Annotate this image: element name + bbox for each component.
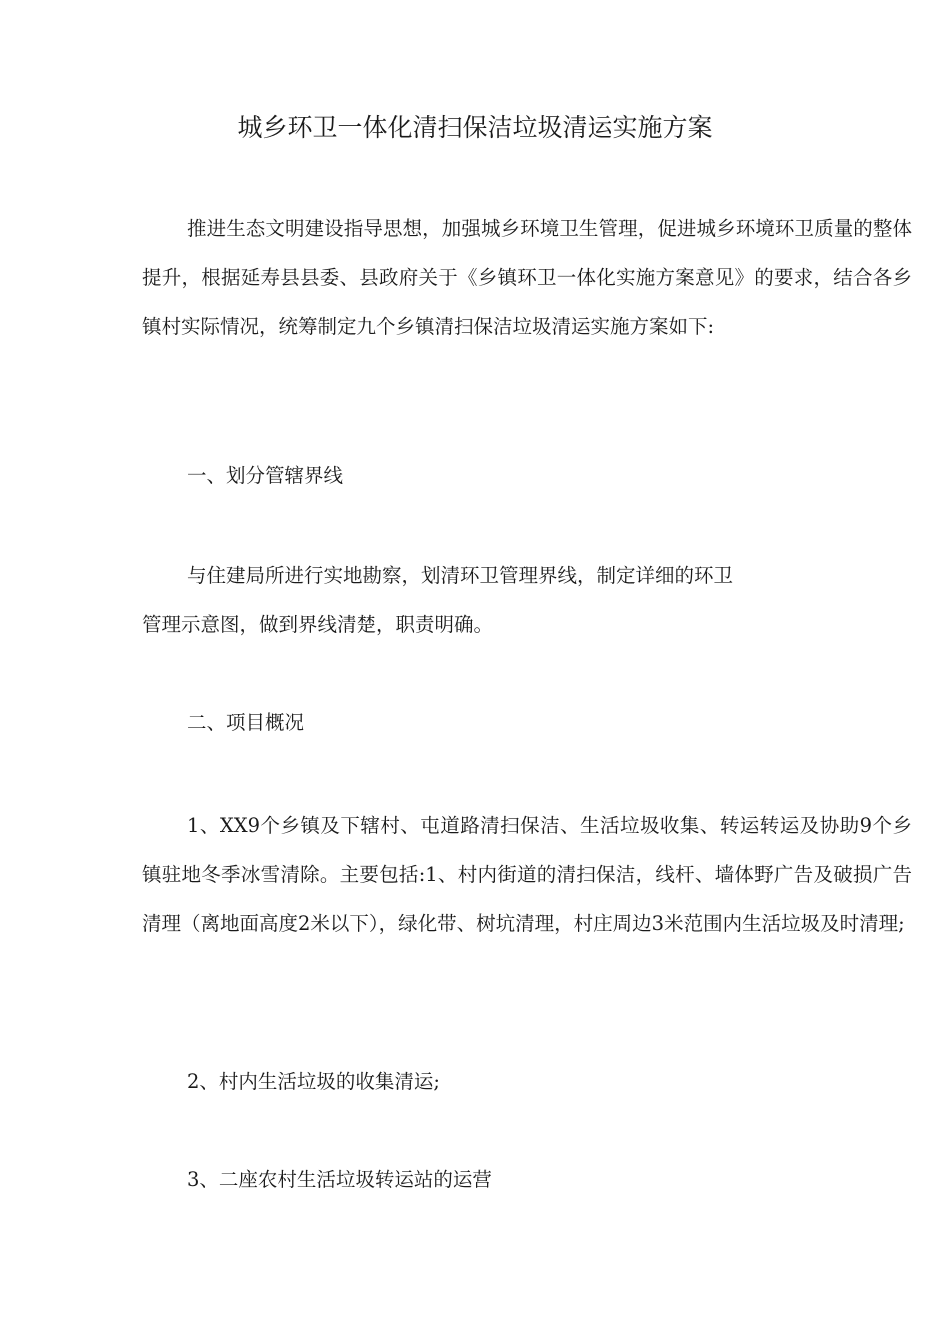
section1-paragraph	[142, 551, 912, 649]
section1-line1: 与住建局所进行实地勘察，划清环卫管理界线，制定详细的环卫	[187, 564, 734, 587]
section1-heading: 一、划分管辖界线	[187, 464, 344, 487]
section2-heading: 二、项目概况	[187, 711, 305, 734]
intro-paragraph: 推进生态文明建设指导思想，加强城乡环境卫生管理，促进城乡环境环卫质量的整体提升，根据延寿县县委、县政府关于《乡镇环卫一体化实施方案意见》的要求，结合各乡镇村实际情况，统筹制定九个乡镇清扫保洁垃圾清运实施方案如下:	[142, 217, 912, 338]
item2-paragraph: 2、村内生活垃圾的收集清运;	[187, 1070, 440, 1093]
document-title: 城乡环卫一体化清扫保洁垃圾清运实施方案	[237, 113, 713, 142]
section1-line2: 管理示意图，做到界线清楚，职责明确。	[142, 613, 494, 636]
item3-paragraph: 3、二座农村生活垃圾转运站的运营	[187, 1168, 492, 1191]
item1-paragraph: 1、XX9个乡镇及下辖村、屯道路清扫保洁、生活垃圾收集、转运转运及协助9个乡镇驻地冬季冰雪清除。主要包括:1、村内街道的清扫保洁，线杆、墙体野广告及破损广告清理（离地面高度2米以下），绿化带、树坑清理，村庄周边3米范围内生活垃圾及时清理;	[142, 814, 912, 935]
